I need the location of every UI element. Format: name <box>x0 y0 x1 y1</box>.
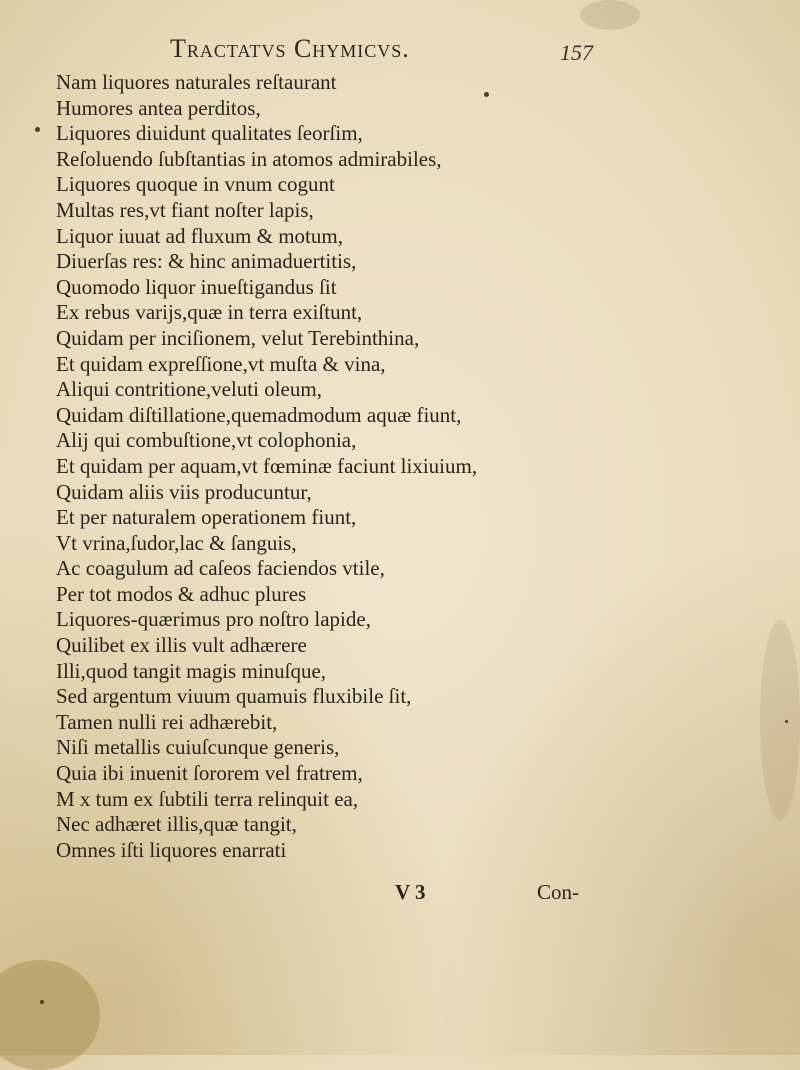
ink-speck <box>40 1000 44 1004</box>
verse-line: Multas res,vt fiant noſter lapis, <box>56 197 314 222</box>
verse-line: Ac coagulum ad caſeos faciendos vtile, <box>56 556 385 581</box>
verse-line: Quidam aliis viis producuntur, <box>56 479 312 504</box>
catchword: Con- <box>537 880 579 904</box>
verse-line: Quia ibi inuenit ſororem vel fratrem, <box>56 761 363 786</box>
verse-line: Quidam diſtillatione,quemadmodum aquæ fiunt, <box>56 402 462 427</box>
verse-line: Liquor iuuat ad fluxum & motum, <box>56 223 343 248</box>
verse-line: Diuerſas res: & hinc animaduertitis, <box>56 249 357 274</box>
verse-line: Vt vrina,ſudor,lac & ſanguis, <box>56 530 297 555</box>
verse-line: Illi,quod tangit magis minuſque, <box>56 658 327 683</box>
verse-line: Reſoluendo ſubſtantias in atomos admirabiles, <box>56 146 442 171</box>
verse-line: Liquores quoque in vnum cogunt <box>56 172 335 197</box>
verse-line: Niſi metallis cuiuſcunque generis, <box>56 735 340 760</box>
page-stain <box>760 620 800 820</box>
ink-speck <box>35 127 40 132</box>
verse-line: Liquores diuidunt qualitates ſeorſim, <box>56 121 363 146</box>
verse-line: Liquores-quærimus pro noſtro lapide, <box>56 607 371 632</box>
verse-line: Omnes iſti liquores enarrati <box>56 837 287 862</box>
verse-line: Et quidam expreſſione,vt muſta & vina, <box>56 351 386 376</box>
verse-line: Tamen nulli rei adhærebit, <box>56 709 278 734</box>
verse-line: Aliqui contritione,veluti oleum, <box>56 377 322 402</box>
page-stain <box>0 960 100 1070</box>
verse-text <box>54 70 614 863</box>
verse-line: Et per naturalem operationem fiunt, <box>56 505 357 530</box>
ink-speck <box>785 720 788 723</box>
verse-line: Humores antea perditos, <box>56 95 261 120</box>
verse-line: Et quidam per aquam,vt fœminæ faciunt lixiuium, <box>56 453 478 478</box>
page-number: 157 <box>560 40 593 65</box>
running-head: Tractatvs Chymicvs. <box>170 34 410 63</box>
verse-line: Sed argentum viuum quamuis fluxibile ſit, <box>56 684 412 709</box>
signature-mark: V 3 <box>395 880 426 904</box>
verse-line: Alij qui combuſtione,vt colophonia, <box>56 428 357 453</box>
verse-line: Ex rebus varijs,quæ in terra exiſtunt, <box>56 300 363 325</box>
verse-line: Quilibet ex illis vult adhærere <box>56 633 307 658</box>
verse-line: Nam liquores naturales reſtaurant <box>56 70 337 94</box>
page-footer <box>0 880 800 910</box>
page-stain <box>580 0 640 30</box>
verse-line: Per tot modos & adhuc plures <box>56 581 307 606</box>
verse-line: Quidam per inciſionem, velut Terebinthina, <box>56 325 420 350</box>
verse-line: M x tum ex ſubtili terra relinquit ea, <box>56 786 359 811</box>
verse-line: Quomodo liquor inueſtigandus ſit <box>56 274 337 299</box>
verse-line: Nec adhæret illis,quæ tangit, <box>56 812 297 837</box>
